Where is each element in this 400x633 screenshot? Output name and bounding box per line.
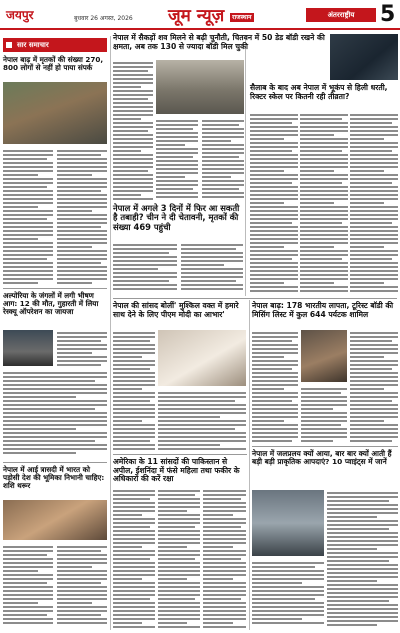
article-text [300, 112, 348, 296]
column-divider [249, 300, 250, 630]
article-text [158, 390, 246, 450]
article-text [113, 242, 177, 294]
masthead-logo [168, 3, 254, 26]
article-text [156, 118, 198, 202]
article-text [113, 488, 155, 628]
article-text [350, 112, 398, 296]
masthead-city: जयपुर [6, 8, 34, 22]
page-number: 5 [380, 2, 396, 27]
article-text [252, 330, 298, 442]
article-text [57, 148, 107, 286]
mp-photo [158, 330, 246, 386]
right-headline-2: नेपाल बाढ़: 178 भारतीय लापता, टूरिस्ट बॉडी की मिसिंग लिस्ट में कुल 644 पर्यटक शामिल [252, 301, 394, 319]
tharoor-photo [3, 500, 107, 540]
article-text [3, 544, 53, 628]
article-text [3, 148, 53, 286]
logo-subtitle: राजस्थान [232, 13, 252, 21]
fire-photo [3, 330, 53, 366]
masthead-date: बुधवार 26 अगस्त, 2026 [74, 15, 133, 22]
right-headline-3: नेपाल में जलप्रलय क्यों आया, बार बार क्यों आती हैं बड़ी बड़ी प्राकृतिक आपदाएं? 10 प्वाइंट्स में जानें [252, 449, 392, 467]
right-headline-1: सैलाब के बाद अब नेपाल में भूकंप से हिली धरती, रिक्टर स्केल पर कितनी रही तीव्रता? [250, 83, 388, 101]
article-text [57, 330, 107, 366]
flood-photo [3, 82, 107, 144]
article-text [203, 488, 246, 628]
brief-news-banner: सार समाचार [3, 38, 107, 52]
divider [3, 462, 107, 463]
article-text [3, 370, 107, 460]
divider [113, 454, 247, 455]
square-bullet-icon [6, 42, 12, 48]
article-text [301, 386, 347, 442]
article-text [113, 60, 153, 200]
article-text [113, 330, 155, 450]
center-headline-2: नेपाल में अगले 3 दिनों में फिर आ सकती है तबाही? चीन ने दी चेतावनी, मृतकों की संख्या 469 पहुंची [113, 203, 240, 232]
section-label: अंतरराष्ट्रीय [306, 8, 376, 22]
article-text [250, 112, 298, 296]
divider [252, 446, 398, 447]
column-divider [110, 36, 111, 630]
divider [113, 298, 397, 299]
rescue-photo [156, 60, 244, 114]
article-text [158, 488, 200, 628]
article-text [57, 544, 107, 628]
column-divider [245, 36, 246, 296]
missing-tourist-photo [301, 330, 347, 382]
center-headline-1: नेपाल में सैकड़ों शव मिलने से बढ़ी चुनौती, चितवन में 50 डेड बॉडी रखने की क्षमता, अब तक 130 से ज्यादा बॉडी मिल चुकी [113, 33, 325, 51]
article-text [327, 490, 398, 628]
deluge-photo [252, 490, 324, 556]
article-text [252, 560, 324, 628]
article-text [350, 330, 398, 442]
earthquake-photo [330, 34, 398, 80]
brief-headline-1: नेपाल बाढ़ में मृतकों की संख्या 270, 800 लोगों से नहीं हो पाया संपर्क [3, 55, 104, 73]
center-headline-3: नेपाल की सांसद बोलीं' मुश्किल वक्त में हमारे साथ देने के लिए पीएम मोदी का आभार' [113, 301, 239, 319]
brief-headline-2: अल्पोरिया के जंगलों में लगी भीषण आग: 12 की मौत, गुहारती में लिया रेस्क्यू ऑपरेशन का जायजा [3, 291, 99, 317]
logo-text: जूम न्यूज़ [168, 6, 225, 26]
brief-headline-3: नेपाल में आई त्रासदी में भारत को पड़ोसी देश की भूमिका निभानी चाहिए: शशि थरूर [3, 465, 105, 491]
article-text [202, 118, 244, 202]
divider [3, 288, 107, 289]
article-text [181, 242, 243, 294]
center-headline-4: अमेरिका के 11 सांसदों की पाकिस्तान से अपील, ईशनिंदा में फंसे महिला तथा फकीर के अधिकारों की करें रक्षा [113, 457, 240, 483]
